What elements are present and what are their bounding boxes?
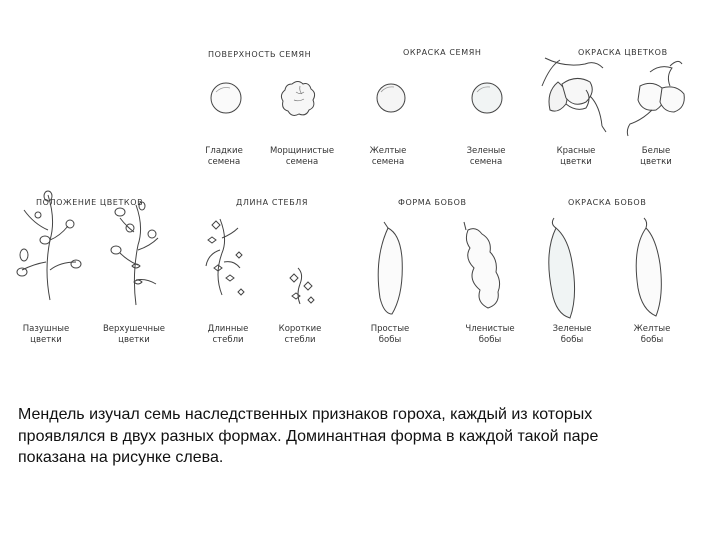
label-white-flowers: Белые цветки	[640, 146, 672, 167]
label-segmented-pods: Членистые бобы	[465, 324, 515, 345]
simple-pod	[378, 222, 402, 314]
label-short-stems: Короткие стебли	[278, 324, 322, 345]
label-green-seeds: Зеленые семена	[466, 146, 506, 167]
smooth-seed	[211, 83, 241, 113]
label-green-pods: Зеленые бобы	[552, 324, 592, 345]
segmented-pod	[464, 222, 500, 308]
header-pod-color: ОКРАСКА БОБОВ	[568, 198, 647, 207]
header-flower-color: ОКРАСКА ЦВЕТКОВ	[578, 48, 668, 57]
header-stem-length: ДЛИНА СТЕБЛЯ	[236, 198, 309, 207]
caption-line: показана на рисунке слева.	[18, 449, 224, 466]
caption-text	[18, 404, 708, 469]
red-flower-drawing	[542, 58, 606, 132]
caption-line: Мендель изучал семь наследственных признаков гороха, каждый из которых	[18, 406, 593, 423]
yellow-pod	[636, 218, 661, 316]
yellow-seed	[377, 84, 405, 112]
wrinkled-seed	[281, 82, 314, 116]
header-flower-position: ПОЛОЖЕНИЕ ЦВЕТКОВ	[36, 198, 144, 207]
terminal-flower-plant	[111, 202, 158, 305]
header-pod-shape: ФОРМА БОБОВ	[398, 198, 467, 207]
caption-line: проявлялся в двух разных формах. Доминантная форма в каждой такой паре	[18, 427, 599, 445]
label-long-stems: Длинные стебли	[207, 324, 249, 345]
label-smooth-seeds: Гладкие семена	[205, 146, 243, 167]
header-seed-color: ОКРАСКА СЕМЯН	[403, 48, 482, 57]
label-yellow-pods: Желтые бобы	[633, 324, 671, 345]
white-flower-drawing	[627, 61, 684, 136]
short-stem-plant	[290, 268, 314, 304]
axial-flower-plant	[17, 191, 81, 300]
long-stem-plant	[206, 219, 244, 295]
header-seed-surface: ПОВЕРХНОСТЬ СЕМЯН	[208, 50, 312, 59]
label-red-flowers: Красные цветки	[556, 146, 596, 167]
green-seed	[472, 83, 502, 113]
label-yellow-seeds: Желтые семена	[369, 146, 407, 167]
label-axial-flowers: Пазушные цветки	[22, 324, 70, 345]
green-pod	[549, 218, 575, 318]
label-terminal-flowers: Верхушечные цветки	[102, 324, 166, 345]
label-simple-pods: Простые бобы	[370, 324, 410, 345]
label-wrinkled-seeds: Морщинистые семена	[269, 146, 335, 167]
